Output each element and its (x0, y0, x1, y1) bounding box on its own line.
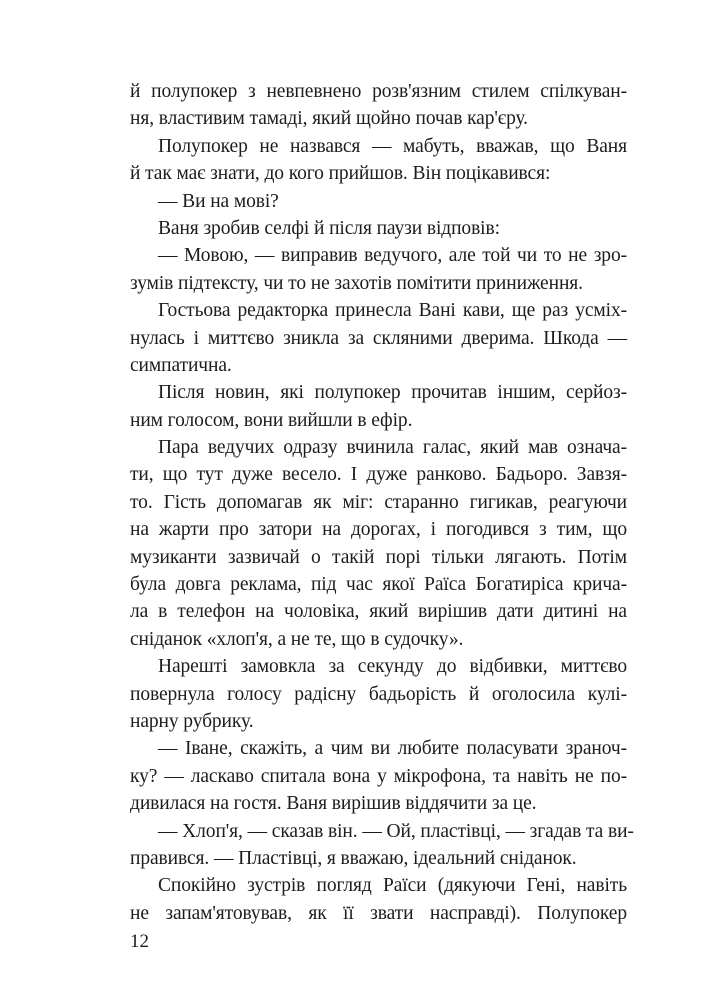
text-line: й полупокер з невпевнено розв'язним стилем спілкуван- (130, 81, 627, 102)
text-line: Ваня зробив селфі й після паузи відповів: (158, 217, 500, 239)
text-line: Нарешті замовкла за секунду до відбивки, миттєво (158, 656, 627, 678)
text-line: ти, що тут дуже весело. І дуже ранково. Бадьоро. Завзя- (130, 464, 627, 486)
body-text (130, 78, 634, 927)
text-line: — Хлоп'я, — сказав він. — Ой, пластівці, — згадав та ви- (158, 820, 634, 842)
text-line: Полупокер не назвався — мабуть, вважав, що Ваня (158, 135, 627, 157)
text-line: була довга реклама, під час якої Раїса Богатиріса крича- (130, 574, 627, 596)
text-line: ку? — ласкаво спитала вона у мікрофона, та навіть не по- (130, 765, 627, 787)
text-line: й так має знати, до кого прийшов. Він поцікавився: (130, 163, 551, 185)
text-line: Після новин, які полупокер прочитав іншим, серйоз- (158, 382, 627, 404)
text-line: зумів підтексту, чи то не захотів помітити приниження. (130, 272, 583, 294)
text-line: правився. — Пластівці, я вважаю, ідеальний сніданок. (130, 847, 577, 869)
text-line: то. Гість допомагав як міг: старанно гигикав, реагуючи (130, 491, 627, 513)
page-number: 12 (130, 931, 149, 952)
text-line: — Ви на мові? (158, 190, 279, 212)
text-line: ня, властивим тамаді, який щойно почав кар'єру. (130, 108, 528, 130)
text-line: дивилася на гостя. Ваня вирішив віддячити за це. (130, 793, 537, 815)
text-line: — Іване, скажіть, а чим ви любите поласувати зраноч- (158, 738, 627, 760)
text-line: музиканти зазвичай о такій порі тільки лягають. Потім (130, 546, 627, 568)
text-line: на жарти про затори на дорогах, і погодився з тим, що (130, 519, 627, 541)
text-line: нулась і миттєво зникла за скляними дверима. Шкода — (130, 327, 627, 349)
text-line: ла в телефон на чоловіка, який вирішив дати дитині на (130, 601, 627, 623)
text-line: сніданок «хлоп'я, а не те, що в судочку». (130, 628, 464, 650)
text-line: Спокійно зустрів погляд Раїси (дякуючи Гені, навіть (158, 875, 627, 897)
text-line: не запам'ятовував, як її звати насправді). Полупокер (130, 902, 627, 924)
text-line: нарну рубрику. (130, 710, 254, 732)
text-line: ним голосом, вони вийшли в ефір. (130, 409, 413, 431)
text-line: Гостьова редакторка принесла Вані кави, ще раз усміх- (158, 300, 627, 322)
text-line: повернула голосу радісну бадьорість й оголосила кулі- (130, 683, 627, 705)
text-line: Пара ведучих одразу вчинила галас, який мав означа- (158, 437, 627, 459)
text-line: — Мовою, — виправив ведучого, але той чи то не зро- (158, 245, 627, 267)
text-line: симпатична. (130, 354, 232, 376)
